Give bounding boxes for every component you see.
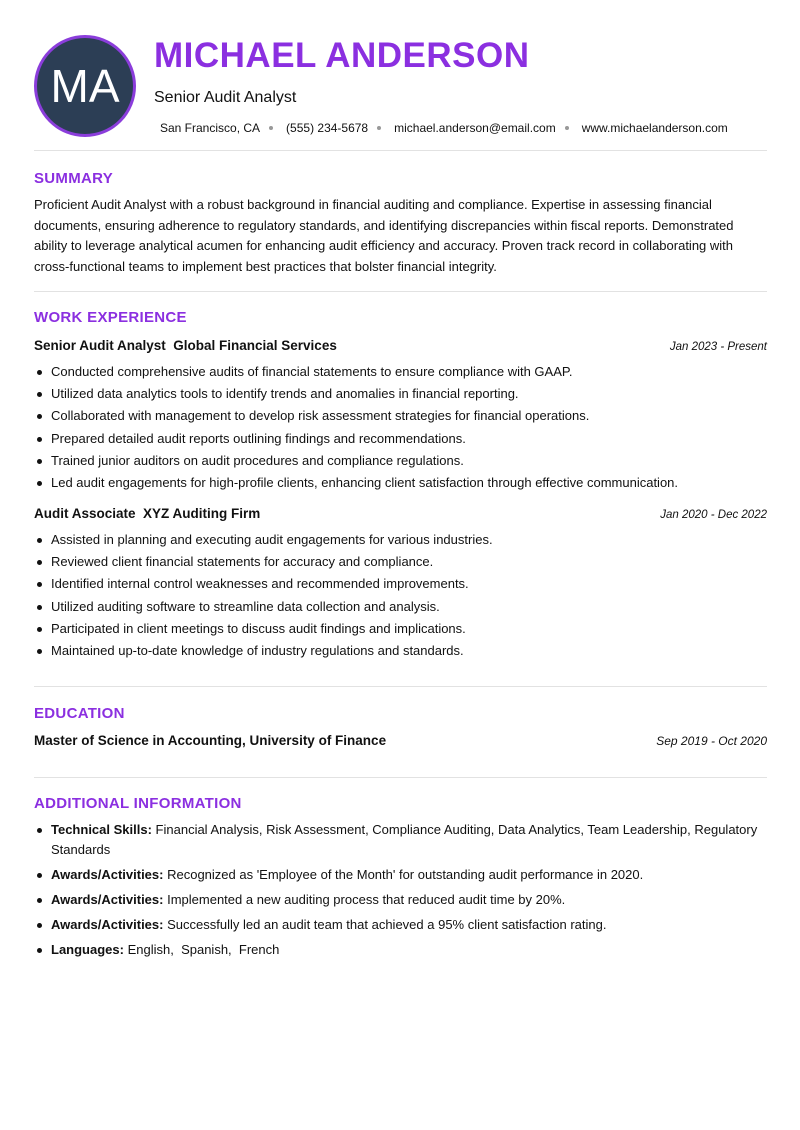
item-text: English, Spanish, French (127, 941, 280, 957)
job-role: Senior Audit Analyst Global Financial Services (34, 338, 337, 353)
candidate-name: MICHAEL ANDERSON (154, 36, 530, 75)
contact-website[interactable]: www.michaelanderson.com (581, 121, 728, 135)
divider (34, 686, 767, 687)
additional-information-list (34, 820, 767, 965)
separator-dot-icon (269, 126, 273, 130)
job-role: Audit Associate XYZ Auditing Firm (34, 506, 261, 521)
job-bullets (34, 529, 767, 662)
contact-email[interactable]: michael.anderson@email.com (394, 121, 556, 135)
job-header (34, 506, 767, 521)
list-item (34, 865, 767, 885)
list-item (34, 890, 767, 910)
avatar (34, 35, 136, 137)
work-experience-heading: WORK EXPERIENCE (34, 309, 187, 326)
summary-text: Proficient Audit Analyst with a robust background in financial auditing and compliance. Expertise in assessing financial documents, ensuring adherence to regulatory standards, and identifying discrepancies within fiscal reports. Demonstrated ability to leverage analytical acumen for enhancing audit efficiency and accuracy. Proven track record in collaborating with cross-functional teams to implement best practices that bolster financial integrity. (34, 197, 734, 274)
list-item: Utilized auditing software to streamline data collection and analysis. (34, 596, 767, 618)
item-text: Financial Analysis, Risk Assessment, Compliance Auditing, Data Analytics, Team Leadership, Regulatory Standards (51, 822, 758, 857)
education-dates: Sep 2019 - Oct 2020 (656, 734, 767, 748)
education-entry (34, 733, 767, 748)
education-degree: Master of Science in Accounting, University of Finance (34, 733, 387, 748)
item-label: Awards/Activities: (51, 891, 164, 907)
list-item: Maintained up-to-date knowledge of industry regulations and standards. (34, 640, 767, 662)
list-item: Reviewed client financial statements for accuracy and compliance. (34, 551, 767, 573)
contact-phone: (555) 234-5678 (286, 121, 369, 135)
list-item: Utilized data analytics tools to identify trends and anomalies in financial reporting. (34, 383, 767, 405)
list-item (34, 820, 767, 859)
item-text: Recognized as 'Employee of the Month' for outstanding audit performance in 2020. (167, 866, 644, 882)
item-label: Awards/Activities: (51, 916, 164, 932)
job-dates: Jan 2020 - Dec 2022 (660, 509, 767, 521)
item-text: Successfully led an audit team that achieved a 95% client satisfaction rating. (167, 916, 607, 932)
list-item: Participated in client meetings to discuss audit findings and implications. (34, 618, 767, 640)
item-label: Languages: (51, 941, 124, 957)
divider (34, 150, 767, 151)
list-item: Collaborated with management to develop risk assessment strategies for financial operations. (34, 405, 767, 427)
list-item: Identified internal control weaknesses and recommended improvements. (34, 573, 767, 595)
contact-location: San Francisco, CA (160, 121, 261, 135)
list-item: Trained junior auditors on audit procedures and compliance regulations. (34, 450, 767, 472)
summary-heading: SUMMARY (34, 170, 114, 187)
job-title: Senior Audit Analyst (154, 89, 297, 106)
list-item: Prepared detailed audit reports outlining findings and recommendations. (34, 428, 767, 450)
item-label: Technical Skills: (51, 822, 152, 837)
avatar-initials: MA (50, 60, 120, 112)
job-dates: Jan 2023 - Present (669, 341, 767, 353)
separator-dot-icon (565, 126, 569, 130)
divider (34, 777, 767, 778)
additional-information-heading: ADDITIONAL INFORMATION (34, 795, 242, 812)
divider (34, 291, 767, 292)
job-header (34, 338, 767, 353)
job-bullets (34, 361, 767, 494)
education-heading: EDUCATION (34, 705, 125, 722)
contact-bar (160, 121, 728, 135)
item-text: Implemented a new auditing process that reduced audit time by 20%. (167, 891, 566, 907)
list-item (34, 940, 767, 960)
list-item: Conducted comprehensive audits of financial statements to ensure compliance with GAAP. (34, 361, 767, 383)
item-label: Awards/Activities: (51, 866, 164, 882)
list-item (34, 915, 767, 935)
separator-dot-icon (377, 126, 381, 130)
list-item: Assisted in planning and executing audit engagements for various industries. (34, 529, 767, 551)
list-item: Led audit engagements for high-profile clients, enhancing client satisfaction through effective communication. (34, 472, 767, 494)
